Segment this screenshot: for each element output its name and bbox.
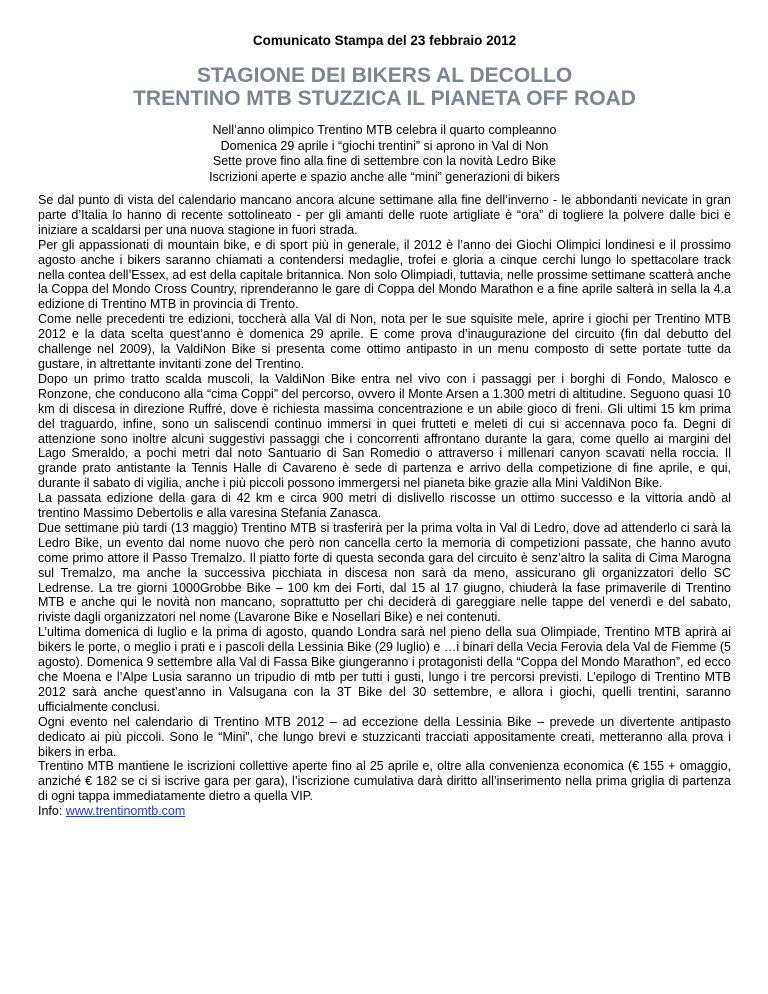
paragraph-course: Dopo un primo tratto scalda muscoli, la ValdiNon Bike entra nel vivo con i passaggi per i borghi di Fondo, Malosco e Ronzone, che conducono alla “cima Coppi” del percorso, ovvero il Monte Arsen a 1.300 metri di altitudine. Seguono quasi 10 km di discesa in direzione Ruffré, dove è richiesta massima concentrazione e un abile gioco di freni. Gli ultimi 15 km prima del traguardo, infine, sono un saliscendi continuo immersi in quei frutteti e meleti di cui si accennava poco fa. Degni di attenzione sono inoltre alcuni suggestivi passaggi che i concorrenti affrontano durante la gara, come quello ai margini del Lago Smeraldo, a pochi metri dal noto Santuario di San Romedio o attraverso i millenari canyon scavati nella roccia. Il grande prato antistante la Tennis Halle di Cavareno è sede di partenza e arrivo della competizione di fine aprile, e qui, durante il sabato di vigilia, anche i più piccoli possono immergersi nel pianeta bike grazie alla Mini ValdiNon Bike. bbox=[38, 371, 731, 491]
subtitle-line: Nell’anno olimpico Trentino MTB celebra il quarto compleanno bbox=[212, 123, 557, 137]
headline-line-1: STAGIONE DEI BIKERS AL DECOLLO bbox=[196, 64, 573, 87]
dateline: Comunicato Stampa del 23 febbraio 2012 bbox=[252, 33, 517, 48]
paragraph-registrations: Trentino MTB mantiene le iscrizioni collettive aperte fino al 25 aprile e, oltre alla convenienza economica (€ 155 + omaggio, anziché € 182 se ci si iscrive gara per gara), l’iscrizione cumulativa darà diritto all’inserimento nella prima griglia di partenza di ogni tappa immediatamente dietro a quella VIP. bbox=[38, 759, 731, 804]
headline-line-2: TRENTINO MTB STUZZICA IL PIANETA OFF ROAD bbox=[133, 87, 636, 110]
article-body bbox=[38, 193, 731, 819]
subtitle-line: Iscrizioni aperte e spazio anche alle “mini” generazioni di bikers bbox=[209, 169, 560, 184]
website-link[interactable]: www.trentinomtb.com bbox=[65, 804, 186, 819]
headline bbox=[38, 64, 731, 110]
paragraph-olympics: Per gli appassionati di mountain bike, e di sport più in generale, il 2012 è l’anno dei Giochi Olimpici londinesi e il prossimo agosto anche i bikers saranno chiamati a contendersi medaglie, trofei e gloria a cinque cerchi lungo lo spettacolare track nella contea dell’Essex, ad est della capitale britannica. Non solo Olimpiadi, tuttavia, nelle prossime settimane scatterà anche la Coppa del Mondo Cross Country, riprenderanno le gare di Coppa del Mondo Marathon e a fine aprile salterà in sella la 4.a edizione di Trentino MTB in provincia di Trento. bbox=[38, 237, 731, 312]
paragraph-summer: L’ultima domenica di luglio e la prima di agosto, quando Londra sarà nel pieno della sua Olimpiade, Trentino MTB aprirà ai bikers le porte, o meglio i prati e i pascoli della Lessinia Bike (29 luglio) e …i binari della Vecia Ferovia dela Val de Fiemme (5 agosto). Domenica 9 settembre alla Val di Fassa Bike giungeranno i protagonisti della “Coppa del Mondo Marathon”, ed ecco che Moena e l’Alpe Lusia saranno un tripudio di mtb per tutti i gusti, lungo i tre percorsi previsti. L’epilogo di Trentino MTB 2012 sarà anche quest’anno in Valsugana con la 3T Bike del 30 settembre, e allora i giochi, quelli trentini, saranno ufficialmente conclusi. bbox=[38, 625, 731, 714]
paragraph-intro: Se dal punto di vista del calendario mancano ancora alcune settimane alla fine dell’inverno - le abbondanti nevicate in gran parte d’Italia lo hanno di recente sottolineato - per gli amanti delle ruote artigliate è “ora” di togliere la polvere dalle bici e iniziare a scaldarsi per una nuova stagione in fuori strada. bbox=[38, 193, 731, 237]
subtitle-line: Sette prove fino alla fine di settembre con la novità Ledro Bike bbox=[212, 154, 557, 168]
info-label: Info: bbox=[38, 804, 66, 819]
paragraph-last-edition: La passata edizione della gara di 42 km e circa 900 metri di dislivello riscosse un ottimo successo e la vittoria andò al trentino Massimo Debertolis e alla varesina Stefania Zanasca. bbox=[38, 491, 731, 521]
paragraph-val-di-non: Come nelle precedenti tre edizioni, toccherà alla Val di Non, nota per le sue squisite mele, aprire i giochi per Trentino MTB 2012 e la data scelta quest’anno è domenica 29 aprile. E come prova d’inaugurazione del circuito (fin dal debutto del challenge nel 2009), la ValdiNon Bike si presenta come ottimo antipasto in un menu composto di sette portate tutte da gustare, in altrettante invitanti zone del Trentino. bbox=[38, 312, 731, 371]
subtitle-block bbox=[38, 123, 731, 185]
info-line bbox=[38, 804, 731, 819]
paragraph-ledro: Due settimane più tardi (13 maggio) Trentino MTB si trasferirà per la prima volta in Val di Ledro, dove ad attenderlo ci sarà la Ledro Bike, un evento dal nome nuovo che però non cancella certo la memoria di competizioni passate, che hanno avuto come primo attore il Passo Tremalzo. Il piatto forte di questa seconda gara del circuito è senz’altro la salita di Cima Marogna sul Tremalzo, ma anche la successiva picchiata in discesa non sarà da meno, assicurano gli organizzatori dello SC Ledrense. La tre giorni 1000Grobbe Bike – 100 km dei Forti, dal 15 al 17 giugno, chiuderà la fase primaverile di Trentino MTB e anche qui le novità non mancano, soprattutto per chi deciderà di gareggiare nelle tappe del venerdì e del sabato, riviste dagli organizzatori nel nome (Lavarone Bike e Nosellari Bike) e nei contenuti. bbox=[38, 520, 731, 625]
paragraph-mini: Ogni evento nel calendario di Trentino MTB 2012 – ad eccezione della Lessinia Bike – prevede un divertente antipasto dedicato ai più piccoli. Sono le “Mini”, che lungo brevi e stuzzicanti tracciati appositamente creati, metteranno alla prova i bikers in erba. bbox=[38, 714, 731, 759]
subtitle-line: Domenica 29 aprile i “giochi trentini” si aprono in Val di Non bbox=[220, 138, 549, 153]
